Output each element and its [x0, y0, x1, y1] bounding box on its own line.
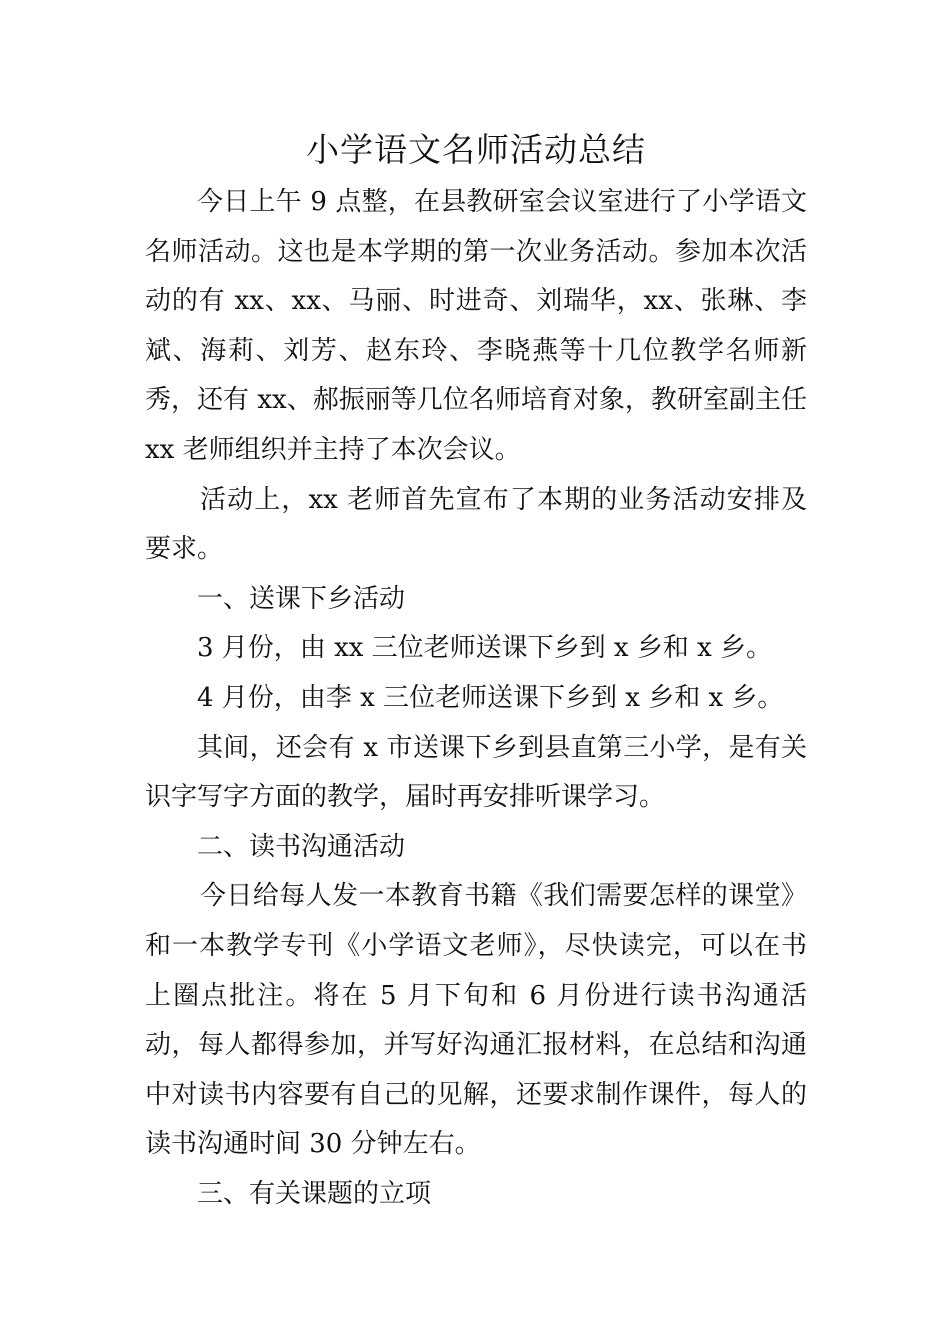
- document-title: 小学语文名师活动总结: [306, 130, 646, 169]
- paragraph-reading: 今日给每人发一本教育书籍《我们需要怎样的课堂》和一本教学专刊《小学语文老师》，尽快读完，可以在书上圈点批注。将在 5 月下旬和 6 月份进行读书沟通活动，每人都得参加，并写好沟通汇报材料，在总结和沟通中对读书内容要有自己的见解，还要求制作课件，每人的读书沟通时间 30 分钟左右。: [145, 881, 807, 1160]
- paragraph-march: 3 月份，由 xx 三位老师送课下乡到 x 乡和 x 乡。: [197, 633, 773, 664]
- paragraph-announcement: 活动上，xx 老师首先宣布了本期的业务活动安排及要求。: [145, 484, 807, 565]
- paragraph-april: 4 月份，由李 x 三位老师送课下乡到 x 乡和 x 乡。: [197, 682, 784, 713]
- paragraph-meanwhile: 其间，还会有 x 市送课下乡到县直第三小学，是有关识字写字方面的教学，届时再安排听课学习。: [145, 732, 807, 813]
- document-page: [145, 128, 807, 1219]
- section-heading-3: 三、有关课题的立项: [197, 1178, 432, 1209]
- section-heading-1: 一、送课下乡活动: [197, 583, 406, 614]
- section-heading-2: 二、读书沟通活动: [197, 831, 406, 862]
- paragraph-intro: 今日上午 9 点整，在县教研室会议室进行了小学语文名师活动。这也是本学期的第一次业务活动。参加本次活动的有 xx、xx、马丽、时进奇、刘瑞华，xx、张琳、李斌、海莉、刘芳、赵东玲、李晓燕等十几位教学名师新秀，还有 xx、郝振丽等几位名师培育对象，教研室副主任 xx 老师组织并主持了本次会议。: [145, 187, 807, 465]
